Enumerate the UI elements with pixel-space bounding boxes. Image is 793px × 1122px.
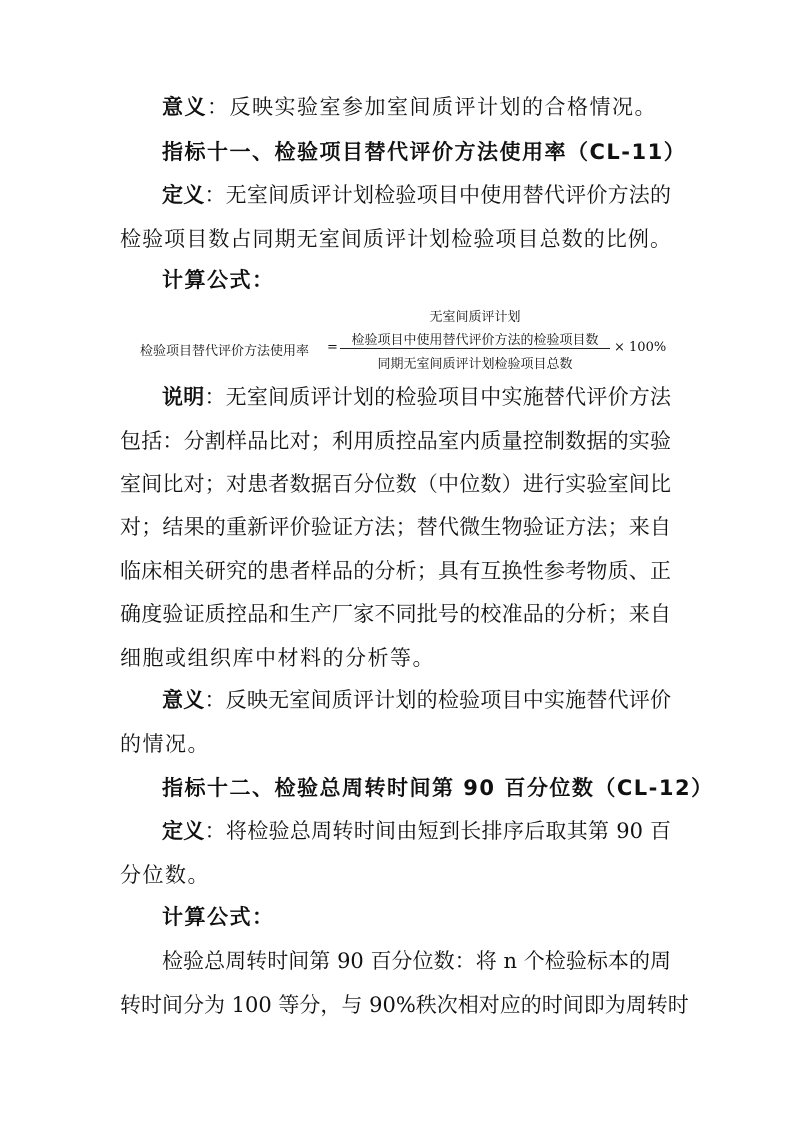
significance-11-label: 意义 [162,688,205,712]
significance-11-line-1 [162,690,671,711]
note-11-line-3: 室间比对；对患者数据百分位数（中位数）进行实验室间比 [120,472,671,496]
formula-lhs: 检验项目替代评价方法使用率 [140,344,310,359]
indicator-11-heading: 指标十一、检验项目替代评价方法使用率（CL-11） [162,140,687,164]
significance-11-text: ：反映无室间质评计划的检验项目中实施替代评价 [204,688,672,712]
formula-denominator: 同期无室间质评计划检验项目总数 [377,357,573,372]
note-11-line-6: 确度验证质控品和生产厂家不同批号的校准品的分析；来自 [120,602,671,626]
definition-11-line-1 [162,185,671,206]
formula-equals: = [327,340,338,355]
definition-11-line-2: 检验项目数占同期无室间质评计划检验项目总数的比例。 [120,227,671,251]
formula-numerator-line-1: 无室间质评计划 [429,310,521,325]
note-11-line-7: 细胞或组织库中材料的分析等。 [120,646,435,670]
significance-paragraph [162,97,657,118]
definition-12-label: 定义 [162,819,205,843]
body-12-line-1: 检验总周转时间第 90 百分位数：将 n 个检验标本的周 [162,949,671,973]
note-11-line-5: 临床相关研究的患者样品的分析；具有互换性参考物质、正 [120,559,671,583]
definition-12-line-1 [162,821,671,842]
significance-label: 意义 [162,95,207,119]
note-text: ：无室间质评计划的检验项目中实施替代评价方法 [204,385,672,409]
formula-numerator-line-2: 检验项目中使用替代评价方法的检验项目数 [351,333,599,348]
formula-multiplier: × 100% [614,340,667,355]
significance-11-line-2: 的情况。 [120,732,210,756]
definition-12-text: ：将检验总周转时间由短到长排序后取其第 90 百 [204,819,671,843]
fraction-bar [340,348,610,349]
definition-12-line-2: 分位数。 [120,863,210,887]
note-label: 说明 [162,385,205,409]
formula-11-heading: 计算公式： [162,268,275,292]
body-12-line-2: 转时间分为 100 等分，与 90%秩次相对应的时间即为周转时 [120,993,689,1017]
definition-label: 定义 [162,183,205,207]
formula-12-heading: 计算公式： [162,905,275,929]
note-11-line-2: 包括：分割样品比对；利用质控品室内质量控制数据的实验 [120,429,671,453]
formula-11 [140,302,670,372]
significance-text: ：反映实验室参加室间质评计划的合格情况。 [207,95,657,119]
note-11-line-4: 对；结果的重新评价验证方法；替代微生物验证方法；来自 [120,515,671,539]
note-11-line-1 [162,387,671,408]
indicator-12-heading: 指标十二、检验总周转时间第 90 百分位数（CL-12） [162,776,714,800]
definition-text: ：无室间质评计划检验项目中使用替代评价方法的 [204,183,672,207]
